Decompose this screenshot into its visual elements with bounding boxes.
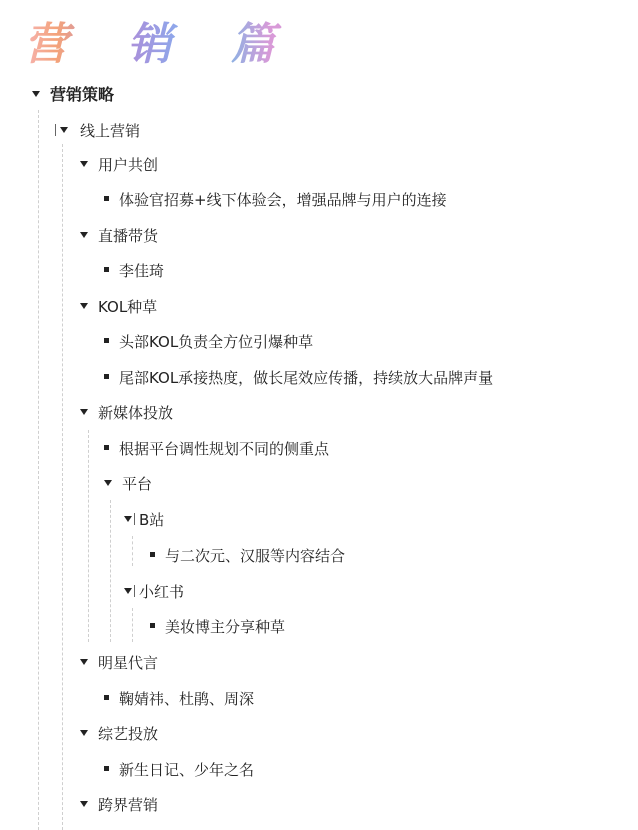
node-label: 美妆博主分享种草 (165, 618, 286, 636)
guide-line-bilibili (132, 536, 133, 566)
collapse-arrow-icon[interactable] (80, 409, 88, 415)
guide-marker-icon (134, 513, 135, 525)
node-label: 小红书 (139, 583, 185, 601)
bullet-icon (104, 766, 109, 771)
outline-node-livestream[interactable] (80, 221, 158, 251)
bullet-icon (104, 445, 109, 450)
bullet-icon (150, 623, 155, 628)
node-label: 与二次元、汉服等内容结合 (165, 547, 346, 565)
collapse-arrow-icon[interactable] (60, 127, 68, 133)
collapse-arrow-icon[interactable] (80, 232, 88, 238)
collapse-arrow-icon[interactable] (32, 91, 40, 97)
guide-line-new-media (88, 430, 89, 642)
outline-leaf[interactable] (104, 256, 164, 286)
guide-line-root (38, 110, 39, 830)
outline-node-new-media[interactable] (80, 398, 173, 428)
node-label: 综艺投放 (98, 725, 159, 743)
bullet-icon (104, 695, 109, 700)
outline-leaf[interactable] (104, 363, 493, 393)
collapse-arrow-icon[interactable] (80, 659, 88, 665)
outline-node-xiaohongshu[interactable] (124, 577, 184, 607)
outline-node-kol[interactable] (80, 292, 157, 322)
bullet-icon (104, 267, 109, 272)
outline-leaf[interactable] (150, 541, 345, 571)
bullet-icon (104, 338, 109, 343)
outline-node-celebrity[interactable] (80, 648, 158, 678)
node-label: 头部KOL负责全方位引爆种草 (119, 333, 314, 351)
outline-node-bilibili[interactable] (124, 505, 164, 535)
outline-node-platform[interactable] (104, 469, 152, 499)
outline-leaf[interactable] (104, 684, 254, 714)
bullet-icon (104, 374, 109, 379)
outline-leaf[interactable] (104, 755, 254, 785)
collapse-arrow-icon[interactable] (80, 161, 88, 167)
node-label: 平台 (122, 475, 153, 493)
outline-node-online[interactable] (54, 116, 140, 146)
outline-node-crossover[interactable] (80, 790, 158, 820)
guide-line-xiaohongshu (132, 608, 133, 642)
collapse-arrow-icon[interactable] (124, 516, 132, 522)
outline-node-variety[interactable] (80, 719, 158, 749)
collapse-arrow-icon[interactable] (80, 801, 88, 807)
guide-marker-icon (55, 124, 56, 136)
node-label: 尾部KOL承接热度，做长尾效应传播，持续放大品牌声量 (119, 369, 494, 387)
collapse-arrow-icon[interactable] (104, 480, 112, 486)
collapse-arrow-icon[interactable] (124, 588, 132, 594)
guide-marker-icon (134, 585, 135, 597)
guide-line-platform (110, 500, 111, 642)
node-label: 直播带货 (98, 227, 159, 245)
outline-leaf[interactable] (150, 612, 285, 642)
node-label: 根据平台调性规划不同的侧重点 (119, 440, 330, 458)
collapse-arrow-icon[interactable] (80, 303, 88, 309)
node-label: B站 (139, 511, 165, 529)
outline-node-root[interactable] (32, 80, 114, 110)
bullet-icon (104, 196, 109, 201)
node-label: 跨界营销 (98, 796, 159, 814)
node-label: 李佳琦 (119, 262, 165, 280)
node-label: KOL种草 (98, 298, 158, 316)
outline-node-co-creation[interactable] (80, 150, 158, 180)
guide-line-online (62, 144, 63, 830)
node-label: 鞠婧祎、杜鹃、周深 (119, 690, 255, 708)
outline-leaf[interactable] (104, 327, 313, 357)
page-title: 营 销 篇 (24, 8, 297, 72)
collapse-arrow-icon[interactable] (80, 730, 88, 736)
outline-leaf[interactable] (104, 434, 329, 464)
outline-leaf[interactable] (104, 185, 447, 215)
node-label: 新生日记、少年之名 (119, 761, 255, 779)
bullet-icon (150, 552, 155, 557)
node-label: 用户共创 (98, 156, 159, 174)
node-label: 营销策略 (50, 85, 115, 104)
node-label: 线上营销 (80, 122, 141, 140)
node-label: 新媒体投放 (98, 404, 174, 422)
node-label: 明星代言 (98, 654, 159, 672)
node-label: 体验官招募+线下体验会，增强品牌与用户的连接 (119, 191, 447, 209)
